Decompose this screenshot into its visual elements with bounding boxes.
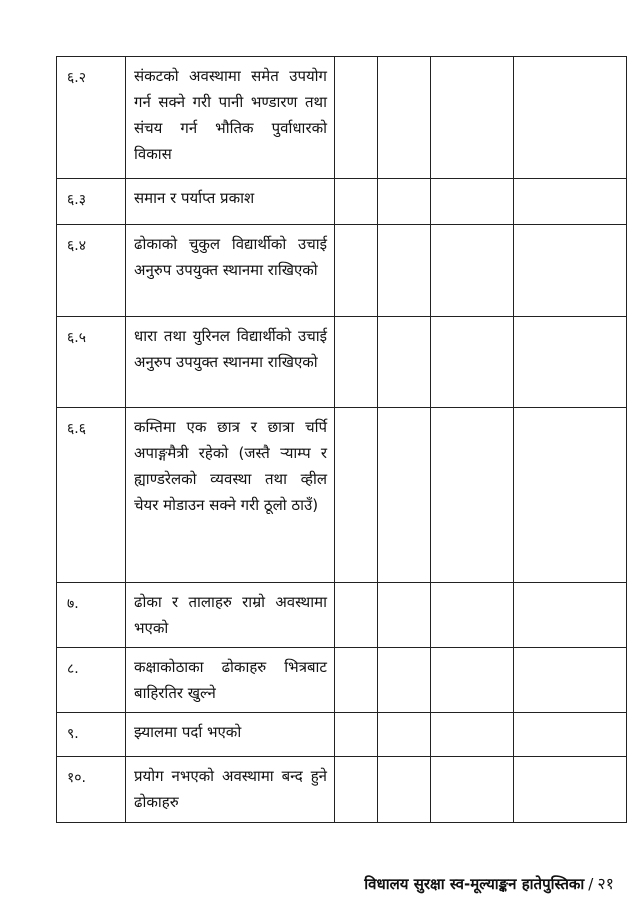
blank-cell xyxy=(378,225,431,317)
blank-cell xyxy=(514,179,627,225)
row-number: ६.६ xyxy=(57,408,126,583)
blank-cell xyxy=(378,179,431,225)
blank-cell xyxy=(431,583,514,648)
row-number: १०. xyxy=(57,757,126,823)
blank-cell xyxy=(335,317,378,408)
blank-cell xyxy=(335,179,378,225)
booklet-title: विधालय सुरक्षा स्व-मूल्याङ्कन हातेपुस्तिका xyxy=(364,875,585,893)
blank-cell xyxy=(431,57,514,179)
row-number: ८. xyxy=(57,648,126,713)
row-number: ९. xyxy=(57,713,126,757)
table-row xyxy=(57,225,627,317)
blank-cell xyxy=(335,713,378,757)
blank-cell xyxy=(431,648,514,713)
row-number: ६.३ xyxy=(57,179,126,225)
table-row xyxy=(57,713,627,757)
blank-cell xyxy=(514,317,627,408)
row-description: समान र पर्याप्त प्रकाश xyxy=(126,179,335,225)
blank-cell xyxy=(335,225,378,317)
table-row xyxy=(57,757,627,823)
row-number: ६.५ xyxy=(57,317,126,408)
blank-cell xyxy=(335,583,378,648)
blank-cell xyxy=(514,408,627,583)
blank-cell xyxy=(431,713,514,757)
blank-cell xyxy=(378,57,431,179)
row-description: ढोका र तालाहरु राम्रो अवस्थामा भएको xyxy=(126,583,335,648)
row-description: झ्यालमा पर्दा भएको xyxy=(126,713,335,757)
blank-cell xyxy=(431,225,514,317)
blank-cell xyxy=(514,713,627,757)
blank-cell xyxy=(378,317,431,408)
table-row xyxy=(57,317,627,408)
table-row xyxy=(57,408,627,583)
blank-cell xyxy=(335,757,378,823)
blank-cell xyxy=(335,408,378,583)
row-description: ढोकाको चुकुल विद्यार्थीको उचाई अनुरुप उपयुक्त स्थानमा राखिएको xyxy=(126,225,335,317)
page-footer xyxy=(364,872,614,894)
footer-separator: / xyxy=(588,875,594,893)
table-row xyxy=(57,648,627,713)
blank-cell xyxy=(514,648,627,713)
checklist-table xyxy=(56,56,627,823)
row-description: कक्षाकोठाका ढोकाहरु भित्रबाट बाहिरतिर खुल्ने xyxy=(126,648,335,713)
blank-cell xyxy=(378,408,431,583)
page-number: २१ xyxy=(597,874,614,893)
blank-cell xyxy=(335,648,378,713)
blank-cell xyxy=(335,57,378,179)
blank-cell xyxy=(378,757,431,823)
row-description: कम्तिमा एक छात्र र छात्रा चर्पि अपाङ्गमैत्री रहेको (जस्तै र्‍याम्प र ह्याण्डरेलको व्यवस्था तथा व्हील चेयर मोडाउन सक्ने गरी ठूलो ठाउँ) xyxy=(126,408,335,583)
blank-cell xyxy=(378,713,431,757)
blank-cell xyxy=(431,408,514,583)
blank-cell xyxy=(378,648,431,713)
row-number: ६.२ xyxy=(57,57,126,179)
blank-cell xyxy=(514,757,627,823)
blank-cell xyxy=(514,225,627,317)
table-row xyxy=(57,57,627,179)
row-number: ६.४ xyxy=(57,225,126,317)
table-row xyxy=(57,179,627,225)
row-description: संकटको अवस्थामा समेत उपयोग गर्न सक्ने गरी पानी भण्डारण तथा संचय गर्न भौतिक पुर्वाधारको विकास xyxy=(126,57,335,179)
blank-cell xyxy=(514,57,627,179)
blank-cell xyxy=(514,583,627,648)
row-number: ७. xyxy=(57,583,126,648)
row-description: धारा तथा युरिनल विद्यार्थीको उचाई अनुरुप उपयुक्त स्थानमा राखिएको xyxy=(126,317,335,408)
blank-cell xyxy=(431,179,514,225)
blank-cell xyxy=(431,317,514,408)
table-row xyxy=(57,583,627,648)
row-description: प्रयोग नभएको अवस्थामा बन्द हुने ढोकाहरु xyxy=(126,757,335,823)
blank-cell xyxy=(378,583,431,648)
blank-cell xyxy=(431,757,514,823)
